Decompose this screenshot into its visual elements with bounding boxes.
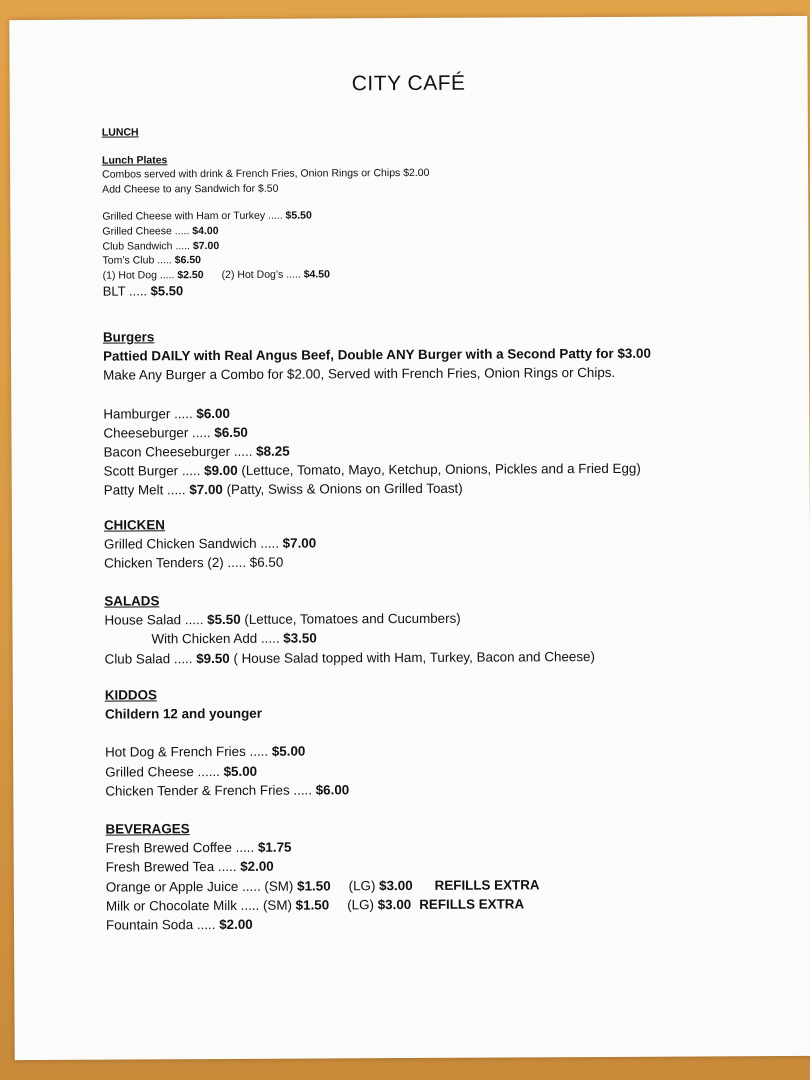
item-name: Fresh Brewed Tea ..... (105, 859, 241, 876)
menu-item (106, 913, 540, 934)
item-price: $6.00 (315, 782, 350, 798)
item-name: Club Salad ..... (104, 650, 197, 667)
menu-item (105, 761, 349, 781)
refills-note: REFILLS EXTRA (434, 876, 540, 893)
item-description: (Lettuce, Tomato, Mayo, Ketchup, Onions, Pickles and a Fried Egg) (237, 461, 641, 479)
item-price: $7.00 (282, 535, 317, 551)
item-price: $2.00 (219, 916, 253, 933)
beverages-section (105, 817, 539, 934)
burgers-note: Make Any Burger a Combo for $2.00, Served with French Fries, Onion Rings or Chips. (103, 365, 616, 384)
burgers-note: Pattied DAILY with Real Angus Beef, Double ANY Burger with a Second Patty for $3.00 (103, 345, 651, 364)
item-name: Bacon Cheeseburger ..... (103, 443, 257, 460)
lunch-section (102, 124, 430, 301)
item-description: (Lettuce, Tomatoes and Cucumbers) (240, 610, 461, 628)
item-name: Orange or Apple Juice ..... (SM) (105, 878, 298, 895)
item-price: $6.00 (196, 405, 230, 421)
item-name: Hamburger ..... (103, 405, 197, 422)
item-price: $7.00 (192, 239, 220, 252)
item-name: Tom’s Club ..... (102, 254, 175, 267)
item-name: Club Sandwich ..... (102, 239, 193, 253)
item-price: $1.50 (295, 897, 330, 913)
menu-item (106, 875, 540, 896)
item-price: $3.50 (283, 630, 317, 647)
burgers-section (103, 325, 652, 500)
item-name: Grilled Cheese with Ham or Turkey ..... (102, 210, 286, 223)
item-description: (Patty, Swiss & Onions on Grilled Toast) (222, 481, 463, 498)
item-name: Chicken Tender & French Fries ..... (105, 782, 316, 799)
kiddos-heading: KIDDOS (104, 687, 157, 703)
item-price: $4.00 (192, 224, 219, 238)
item-price: $9.50 (196, 650, 230, 666)
chicken-section (104, 514, 316, 573)
item-name: Hot Dog & French Fries ..... (105, 744, 272, 761)
menu-item (106, 856, 540, 877)
kiddos-section (105, 684, 349, 800)
lunch-heading: LUNCH (101, 126, 139, 139)
menu-item (104, 608, 594, 630)
salads-heading: SALADS (104, 593, 160, 609)
refills-note: REFILLS EXTRA (419, 896, 525, 912)
item-name: Patty Melt ..... (103, 482, 190, 499)
lunch-plates-heading: Lunch Plates (101, 153, 168, 167)
item-price: $5.50 (150, 283, 184, 299)
item-price: $6.50 (174, 254, 202, 267)
item-price: $5.50 (207, 612, 241, 628)
menu-item (106, 894, 540, 915)
item-name: Chicken Tenders (2) ..... (104, 555, 250, 572)
item-price: $6.50 (249, 555, 284, 571)
beverages-heading: BEVERAGES (105, 821, 190, 837)
item-name: BLT ..... (102, 283, 151, 299)
menu-item (104, 553, 316, 573)
menu-item (104, 459, 652, 481)
item-price: $4.50 (303, 268, 331, 281)
item-name: Fresh Brewed Coffee ..... (105, 840, 258, 856)
item-price: $3.00 (377, 896, 412, 912)
menu-item (104, 534, 316, 554)
salads-section (104, 589, 595, 668)
item-name: Milk or Chocolate Milk ..... (SM) (105, 897, 296, 914)
page-title: CITY CAFÉ (351, 71, 466, 96)
item-price: $3.00 (379, 877, 413, 893)
item-price: $8.25 (256, 443, 290, 459)
menu-item (105, 780, 349, 800)
item-price: $2.00 (240, 859, 274, 875)
menu-item (104, 627, 594, 649)
lunch-note: Combos served with drink & French Fries, Onion Rings or Chips $2.00 (102, 167, 430, 181)
item-name: (1) Hot Dog ..... (102, 268, 178, 282)
item-size: (LG) (347, 896, 378, 913)
item-name: Cheeseburger ..... (103, 424, 215, 441)
item-price: $6.50 (214, 424, 248, 440)
item-name: Grilled Cheese ..... (102, 225, 193, 238)
item-price: $2.50 (177, 268, 204, 281)
menu-item (105, 647, 595, 669)
item-name: Grilled Cheese ...... (105, 763, 224, 780)
item-price: $1.75 (257, 839, 292, 856)
item-name: (2) Hot Dog’s ..... (221, 268, 304, 281)
item-name: Grilled Chicken Sandwich ..... (103, 535, 283, 552)
item-price: $7.00 (189, 482, 223, 498)
menu-page (9, 16, 810, 1060)
item-name: Fountain Soda ..... (105, 917, 220, 933)
item-price: $5.00 (271, 743, 306, 760)
item-name: House Salad ..... (104, 612, 208, 628)
item-size: (LG) (348, 877, 380, 893)
menu-item (104, 478, 652, 500)
item-price: $1.50 (297, 878, 331, 894)
burgers-heading: Burgers (102, 329, 155, 345)
menu-item (105, 742, 349, 762)
item-price: $9.00 (204, 463, 238, 479)
item-name: With Chicken Add ..... (151, 631, 284, 647)
item-price: $5.00 (223, 763, 258, 779)
item-description: ( House Salad topped with Ham, Turkey, Bacon and Cheese) (229, 648, 595, 666)
item-price: $5.50 (285, 209, 312, 223)
menu-item (103, 281, 430, 301)
item-name: Scott Burger ..... (103, 463, 205, 479)
kiddos-note: Childern 12 and younger (104, 705, 262, 722)
chicken-heading: CHICKEN (103, 517, 165, 533)
lunch-note: Add Cheese to any Sandwich for $.50 (102, 182, 279, 196)
menu-item (106, 837, 540, 858)
